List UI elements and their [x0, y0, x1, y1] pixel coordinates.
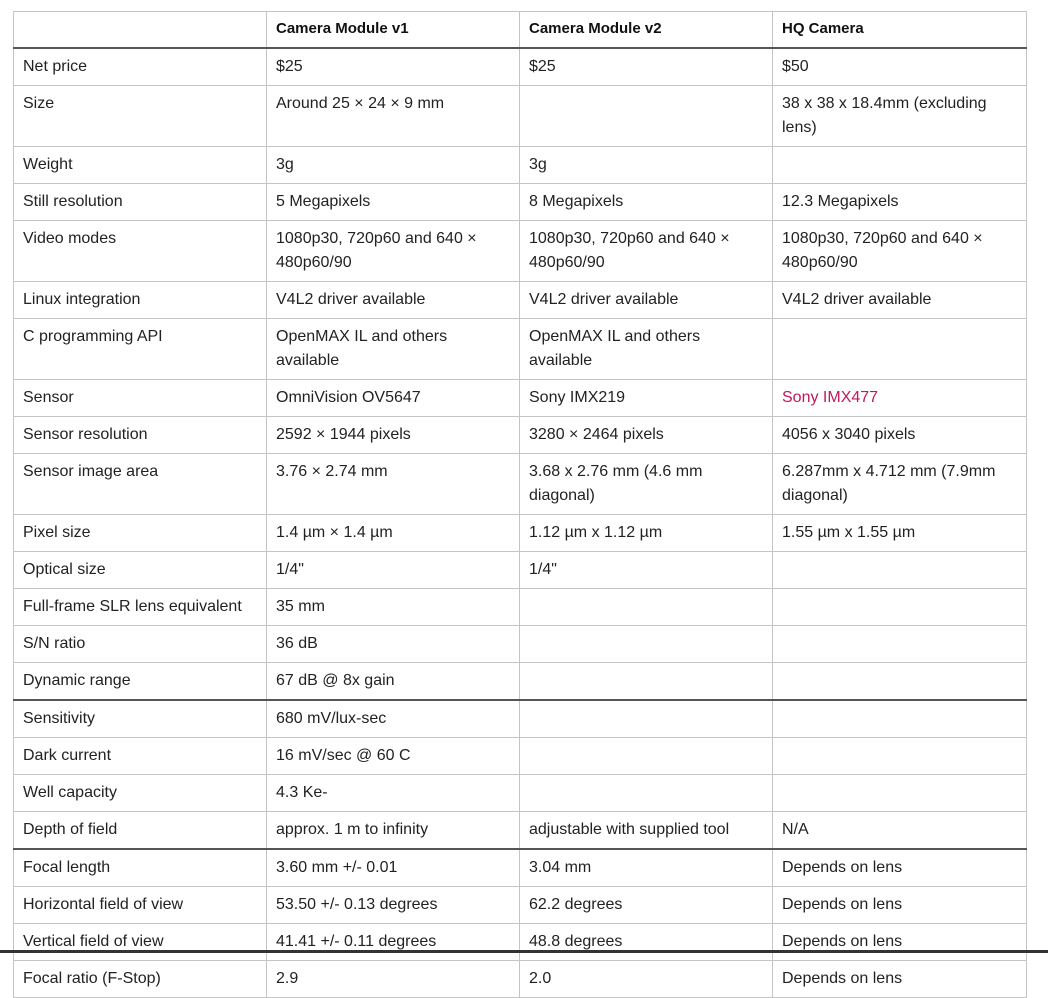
table-row — [14, 380, 1027, 417]
row-label: Full-frame SLR lens equivalent — [14, 589, 267, 626]
cell-hq: 1.55 µm x 1.55 µm — [773, 515, 1027, 552]
cell-hq: $50 — [773, 48, 1027, 86]
row-label: Net price — [14, 48, 267, 86]
table-row — [14, 626, 1027, 663]
cell-hq — [773, 775, 1027, 812]
cell-hq: 1080p30, 720p60 and 640 × 480p60/90 — [773, 221, 1027, 282]
table-row — [14, 887, 1027, 924]
cell-v1: 3g — [267, 147, 520, 184]
table-row — [14, 700, 1027, 738]
cell-v2: 1080p30, 720p60 and 640 × 480p60/90 — [520, 221, 773, 282]
cell-hq: Depends on lens — [773, 924, 1027, 961]
cell-v1: OpenMAX IL and others available — [267, 319, 520, 380]
cell-v1: 4.3 Ke- — [267, 775, 520, 812]
cell-v2 — [520, 700, 773, 738]
cell-hq: Depends on lens — [773, 849, 1027, 887]
cell-v1: OmniVision OV5647 — [267, 380, 520, 417]
cell-v1: 67 dB @ 8x gain — [267, 663, 520, 701]
table-row — [14, 282, 1027, 319]
cell-v2: V4L2 driver available — [520, 282, 773, 319]
row-label: Optical size — [14, 552, 267, 589]
cell-v2 — [520, 86, 773, 147]
row-label: Size — [14, 86, 267, 147]
cell-hq: 4056 x 3040 pixels — [773, 417, 1027, 454]
row-label: Focal length — [14, 849, 267, 887]
cell-hq: N/A — [773, 812, 1027, 850]
cell-hq — [773, 147, 1027, 184]
cell-v2: OpenMAX IL and others available — [520, 319, 773, 380]
cell-v1: 2592 × 1944 pixels — [267, 417, 520, 454]
row-label: Sensor image area — [14, 454, 267, 515]
cell-hq: Depends on lens — [773, 887, 1027, 924]
cell-v2 — [520, 626, 773, 663]
cell-v2: 3280 × 2464 pixels — [520, 417, 773, 454]
table-row — [14, 319, 1027, 380]
row-label: Vertical field of view — [14, 924, 267, 961]
cell-v2: 3.04 mm — [520, 849, 773, 887]
cell-v2 — [520, 663, 773, 701]
cell-v2: 62.2 degrees — [520, 887, 773, 924]
table-row — [14, 552, 1027, 589]
cell-v1: 1/4" — [267, 552, 520, 589]
cell-v1: approx. 1 m to infinity — [267, 812, 520, 850]
cell-v1: 41.41 +/- 0.11 degrees — [267, 924, 520, 961]
cell-hq — [773, 319, 1027, 380]
row-label: Dynamic range — [14, 663, 267, 701]
cell-v1: 3.60 mm +/- 0.01 — [267, 849, 520, 887]
cell-v1: 5 Megapixels — [267, 184, 520, 221]
table-row — [14, 775, 1027, 812]
sensor-imx477-link[interactable]: Sony IMX477 — [773, 380, 1027, 417]
table-row — [14, 812, 1027, 850]
cell-v1: 680 mV/lux-sec — [267, 700, 520, 738]
cell-v1: $25 — [267, 48, 520, 86]
row-label: Weight — [14, 147, 267, 184]
cell-v2: 8 Megapixels — [520, 184, 773, 221]
row-label: Pixel size — [14, 515, 267, 552]
table-row — [14, 515, 1027, 552]
table-row — [14, 221, 1027, 282]
row-label: Horizontal field of view — [14, 887, 267, 924]
row-label: Still resolution — [14, 184, 267, 221]
cell-v1: 1080p30, 720p60 and 640 × 480p60/90 — [267, 221, 520, 282]
table-row — [14, 924, 1027, 961]
cell-v1: 35 mm — [267, 589, 520, 626]
cell-v1: Around 25 × 24 × 9 mm — [267, 86, 520, 147]
cell-hq — [773, 663, 1027, 701]
cell-v2: adjustable with supplied tool — [520, 812, 773, 850]
row-label: Dark current — [14, 738, 267, 775]
cell-v1: 1.4 µm × 1.4 µm — [267, 515, 520, 552]
row-label: Video modes — [14, 221, 267, 282]
table-row — [14, 589, 1027, 626]
cell-hq — [773, 589, 1027, 626]
cell-v1: 16 mV/sec @ 60 C — [267, 738, 520, 775]
cell-hq — [773, 552, 1027, 589]
cell-v1: V4L2 driver available — [267, 282, 520, 319]
table-row — [14, 184, 1027, 221]
table-row — [14, 738, 1027, 775]
table-row — [14, 147, 1027, 184]
cell-v2: 3.68 x 2.76 mm (4.6 mm diagonal) — [520, 454, 773, 515]
table-row — [14, 417, 1027, 454]
camera-comparison-table — [13, 11, 1027, 998]
header-camera-module-v1: Camera Module v1 — [267, 12, 520, 49]
row-label: Linux integration — [14, 282, 267, 319]
header-hq-camera: HQ Camera — [773, 12, 1027, 49]
row-label: Sensor — [14, 380, 267, 417]
row-label: S/N ratio — [14, 626, 267, 663]
row-label: Sensitivity — [14, 700, 267, 738]
cell-v2: $25 — [520, 48, 773, 86]
table-row — [14, 663, 1027, 701]
header-camera-module-v2: Camera Module v2 — [520, 12, 773, 49]
cell-hq: Depends on lens — [773, 961, 1027, 998]
cell-hq — [773, 700, 1027, 738]
cell-v2: 2.0 — [520, 961, 773, 998]
cell-v2 — [520, 775, 773, 812]
header-corner — [14, 12, 267, 49]
cell-hq: V4L2 driver available — [773, 282, 1027, 319]
cell-v1: 36 dB — [267, 626, 520, 663]
row-label: Depth of field — [14, 812, 267, 850]
header-row — [14, 12, 1027, 49]
cell-v2 — [520, 738, 773, 775]
cell-v2: 48.8 degrees — [520, 924, 773, 961]
table-row — [14, 849, 1027, 887]
cell-v2: 3g — [520, 147, 773, 184]
row-label: C programming API — [14, 319, 267, 380]
table-row — [14, 48, 1027, 86]
cell-v2 — [520, 589, 773, 626]
cell-v1: 53.50 +/- 0.13 degrees — [267, 887, 520, 924]
cell-hq — [773, 626, 1027, 663]
cell-v1: 2.9 — [267, 961, 520, 998]
row-label: Sensor resolution — [14, 417, 267, 454]
cell-v2: 1/4" — [520, 552, 773, 589]
row-label: Well capacity — [14, 775, 267, 812]
cell-v1: 3.76 × 2.74 mm — [267, 454, 520, 515]
cell-hq — [773, 738, 1027, 775]
cell-hq: 6.287mm x 4.712 mm (7.9mm diagonal) — [773, 454, 1027, 515]
cell-v2: Sony IMX219 — [520, 380, 773, 417]
table-row — [14, 454, 1027, 515]
table-row — [14, 86, 1027, 147]
cell-hq: 38 x 38 x 18.4mm (excluding lens) — [773, 86, 1027, 147]
cell-v2: 1.12 µm x 1.12 µm — [520, 515, 773, 552]
table-row — [14, 961, 1027, 998]
cell-hq: 12.3 Megapixels — [773, 184, 1027, 221]
row-label: Focal ratio (F-Stop) — [14, 961, 267, 998]
